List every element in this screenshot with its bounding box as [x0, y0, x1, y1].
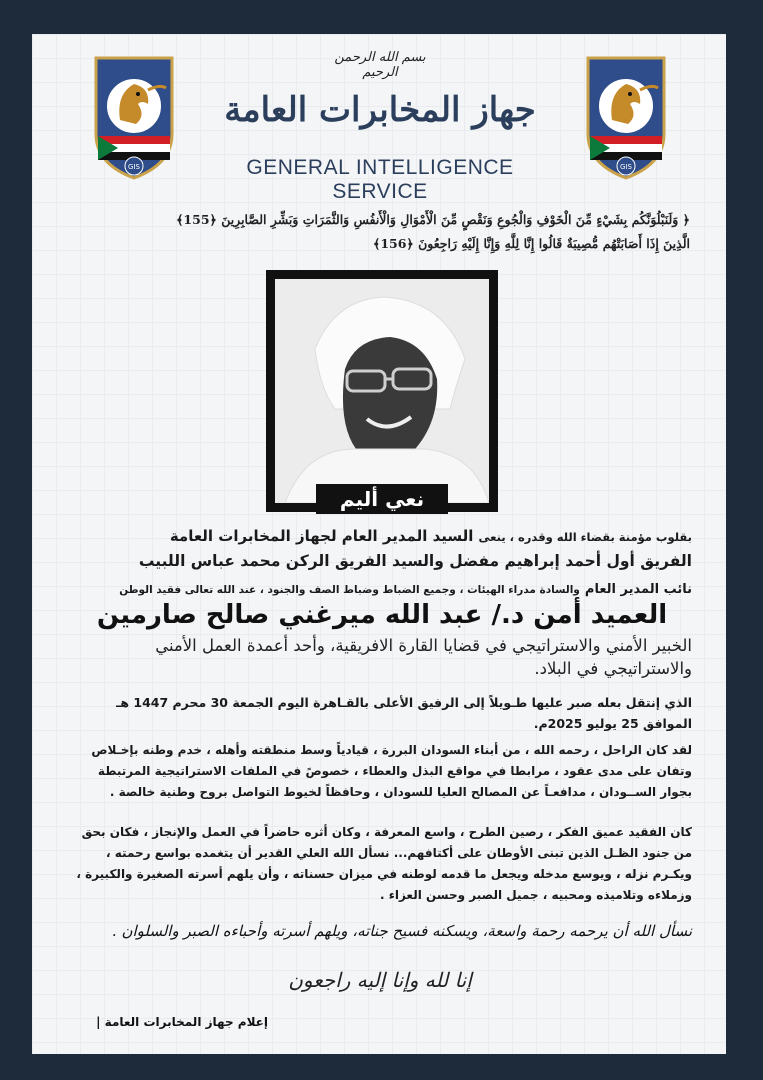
obituary-label: نعي أليم: [316, 484, 448, 514]
gis-emblem-left: [90, 54, 178, 182]
announcement-line-2: الفريق أول أحمد إبراهيم مفضل والسيد الفريق الركن محمد عباس اللبيب: [138, 552, 692, 570]
deceased-name: العميد أمن د./ عبد الله ميرغني صالح صارمين: [96, 600, 668, 630]
emblem-text-left: GIS: [128, 163, 140, 171]
quran-verse-155: ﴿ وَلَنَبْلُوَنَّكُم بِشَيْءٍ مِّنَ الْخَوْفِ وَالْجُوعِ وَنَقْصٍ مِّنَ الْأَمْوَالِ وَالْأَنفُسِ وَالثَّمَرَاتِ وَبَشِّرِ الصَّابِرِينَ ﴿155﴾: [176, 212, 690, 227]
prayer-line: نسأل الله أن يرحمه رحمة واسعة، ويسكنه فسيح جناته، ويلهم أسرته وأحباءه الصبر والسلوان .: [111, 922, 692, 940]
footer-credit: إعلام جهاز المخابرات العامة |: [96, 1015, 268, 1029]
announcement-line-3: [72, 578, 692, 597]
announcement-line-3-main: نائب المدير العام: [584, 582, 692, 597]
gis-emblem-right: [582, 54, 670, 182]
announcement-line-3-rest: والسادة مدراء الهيئات ، وجميع الضباط وضباط الصف والجنود ، عند الله تعالى فقيد الوطن: [119, 584, 580, 596]
org-name-arabic: جهاز المخابرات العامة: [224, 90, 536, 130]
announcement-line-1: [72, 526, 692, 545]
deceased-title: الخبير الأمني والاستراتيجي في قضايا القارة الافريقية، وأحد أعمدة العمل الأمني والاستراتيجي في البلاد.: [155, 636, 692, 678]
announcement-line-1-main: السيد المدير العام لجهاز المخابرات العامة: [169, 527, 474, 545]
deceased-portrait: [275, 279, 489, 503]
closing-phrase: إنا لله وإنا إليه راجعون: [288, 968, 472, 992]
basmala: بسم الله الرحمن الرحيم: [334, 50, 426, 80]
announcement-line-1-intro: بقلوب مؤمنة بقضاء الله وقدره ، ينعى: [478, 530, 692, 544]
date-line: الذي إنتقل بعله صبر عليها طـويلاً إلى الرفيق الأعلى بالقـاهرة اليوم الجمعة 30 محرم 1447 هـ الموافق 25 يوليو 2025م.: [116, 695, 692, 731]
body-paragraph-2: كان الفقيد عميق الفكر ، رصين الطرح ، واسع المعرفة ، وكان أثره حاضراً في العمل والإنجاز ، فكان بحق من جنود الظـل الذين تبنى الأوطان على أكتافهم... نسأل الله العلي القدير أن يتغمده بواسع رحمته ، ويكـرم نزله ، ويوسع مدخله ويجعل ما قدمه لوطنه في ميزان حسناته ، وأن يلهم أسرته الصغيرة والكبيرة ، وزملاءه وتلاميذه ومحبيه ، جميل الصبر وحسن العزاء .: [76, 825, 692, 902]
deceased-photo-frame: [266, 270, 498, 512]
body-paragraph-1: لقد كان الراحل ، رحمه الله ، من أبناء السودان البررة ، قيادياً وسط منطقته وأهله ، خدم وطنه بإخـلاص وتفان على مدى عقود ، مرابطا في مواقع البذل والعطاء ، خصوصً في الملفات الاستراتيجية المرتبطة بجوار الســودان ، مدافعـاً عن المصالح العليا للسودان ، وحافظاً لخيوط التواصل بروح وطنية خالصة .: [91, 743, 692, 799]
org-name-english: GENERAL INTELLIGENCE SERVICE: [246, 156, 514, 203]
quran-verse-156: الَّذِينَ إِذَا أَصَابَتْهُم مُّصِيبَةٌ قَالُوا إِنَّا لِلَّهِ وَإِنَّا إِلَيْهِ رَاجِعُونَ ﴿156﴾: [372, 236, 690, 251]
emblem-text-right: GIS: [620, 163, 632, 171]
